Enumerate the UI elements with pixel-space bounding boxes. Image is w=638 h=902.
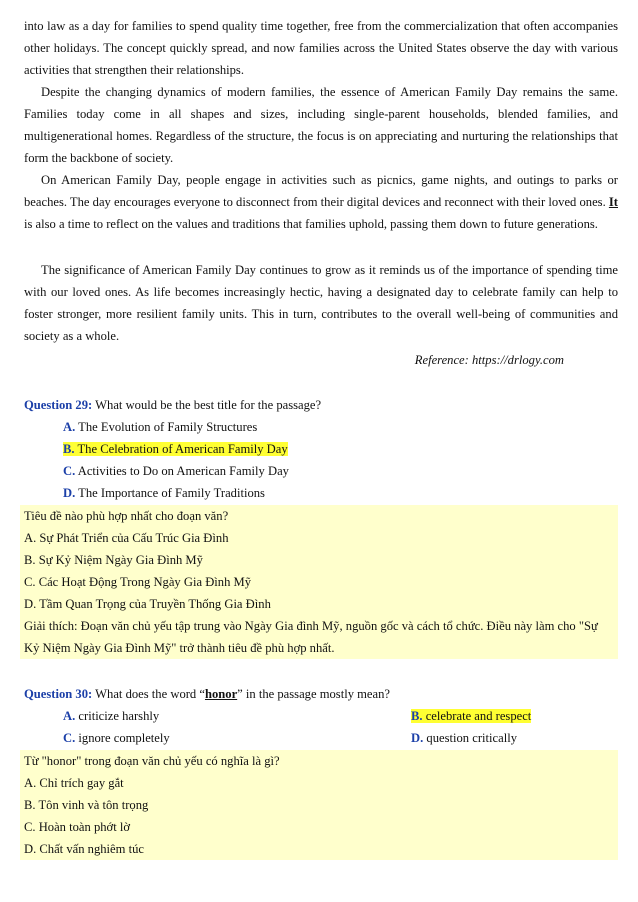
q30-explanation-box	[20, 750, 618, 860]
reference-line: Reference: https://drlogy.com	[414, 353, 564, 367]
q29-explanation-line: B. Sự Kỷ Niệm Ngày Gia Đình Mỹ	[24, 553, 203, 567]
question-29-text: What would be the best title for the passage?	[95, 398, 322, 412]
q29-explanation-line: Kỷ Niệm Ngày Gia Đình Mỹ" trở thành tiêu đề phù hợp nhất.	[24, 641, 335, 655]
q30-option-c-letter: C.	[63, 731, 76, 745]
passage-paragraph-3	[24, 169, 618, 235]
q29-explanation-line: Giải thích: Đoạn văn chủ yếu tập trung vào Ngày Gia đình Mỹ, nguồn gốc và cách tổ chức. Điều này làm cho "Sự	[24, 619, 598, 633]
q29-option-a	[63, 416, 257, 438]
q29-explanation-line: A. Sự Phát Triển của Cấu Trúc Gia Đình	[24, 531, 229, 545]
question-29-stem	[24, 394, 321, 416]
q30-option-b	[411, 705, 531, 727]
q30-option-a-letter: A.	[63, 709, 76, 723]
q29-option-b-highlight	[63, 442, 288, 456]
question-30-number: Question 30:	[24, 687, 93, 701]
q30-option-d-text: question critically	[426, 731, 517, 745]
q30-explanation-line: A. Chỉ trích gay gắt	[24, 776, 124, 790]
passage-paragraph-1: into law as a day for families to spend quality time together, free from the commercialization that often accompanies other holidays. The concept quickly spread, and now families across the United States observe the day with various activities that strengthen their relationships.	[24, 19, 618, 77]
q29-explanation-line: C. Các Hoạt Động Trong Ngày Gia Đình Mỹ	[24, 575, 252, 589]
q30-option-d-letter: D.	[411, 731, 424, 745]
q29-explanation-box	[20, 505, 618, 659]
q29-option-d	[63, 482, 265, 504]
q29-option-a-letter: A.	[63, 420, 76, 434]
passage-paragraph-2: Despite the changing dynamics of modern families, the essence of American Family Day remains the same. Families today come in all shapes and sizes, including single-parent households, blended families, and multigenerational homes. Regardless of the structure, the focus is on appreciating and nurturing the relationships that form the backbone of society.	[24, 85, 618, 165]
q30-explanation-line: B. Tôn vinh và tôn trọng	[24, 798, 149, 812]
passage-paragraph-4: The significance of American Family Day continues to grow as it reminds us of the importance of spending time with our loved ones. As life becomes increasingly hectic, having a designated day to celebrate family can help to foster stronger, more resilient family units. This in turn, contributes to the overall well-being of communities and society as a whole.	[24, 263, 618, 343]
q30-option-c-text: ignore completely	[78, 731, 170, 745]
q30-option-d	[411, 727, 517, 749]
question-30-text-b: ” in the passage mostly mean?	[237, 687, 391, 701]
q30-explanation-line: D. Chất vấn nghiêm túc	[24, 842, 144, 856]
q30-option-b-text: celebrate and respect	[425, 709, 532, 723]
q30-explanation-line: Từ "honor" trong đoạn văn chủ yếu có nghĩa là gì?	[24, 754, 280, 768]
q29-option-c	[63, 460, 289, 482]
q30-option-c	[63, 727, 170, 749]
question-30-stem	[24, 683, 390, 705]
keyword-it: It	[608, 195, 618, 209]
question-29-number: Question 29:	[24, 398, 93, 412]
q30-option-b-letter: B.	[411, 709, 423, 723]
q29-option-c-letter: C.	[63, 464, 76, 478]
q30-option-b-highlight	[411, 709, 531, 723]
q29-option-a-text: The Evolution of Family Structures	[78, 420, 258, 434]
q29-explanation-line: D. Tầm Quan Trọng của Truyền Thống Gia Đình	[24, 597, 271, 611]
question-30-text-a: What does the word “	[95, 687, 205, 701]
q30-explanation-line: C. Hoàn toàn phớt lờ	[24, 820, 131, 834]
q29-option-b	[63, 438, 288, 460]
q29-explanation-line: Tiêu đề nào phù hợp nhất cho đoạn văn?	[24, 509, 229, 523]
q30-option-a-text: criticize harshly	[78, 709, 160, 723]
q30-option-a	[63, 705, 159, 727]
q29-option-b-text: The Celebration of American Family Day	[77, 442, 288, 456]
passage-paragraph-3-text-b: is also a time to reflect on the values and traditions that families uphold, passing them down to future generations.	[24, 217, 598, 231]
q29-option-b-letter: B.	[63, 442, 75, 456]
q29-option-d-letter: D.	[63, 486, 76, 500]
keyword-honor: honor	[204, 687, 238, 701]
passage-paragraph-3-text-a: On American Family Day, people engage in activities such as picnics, game nights, and outings to parks or beaches. The day encourages everyone to disconnect from their digital devices and reconnect with their loved ones.	[24, 173, 618, 209]
q29-option-d-text: The Importance of Family Traditions	[78, 486, 265, 500]
q29-option-c-text: Activities to Do on American Family Day	[77, 464, 289, 478]
